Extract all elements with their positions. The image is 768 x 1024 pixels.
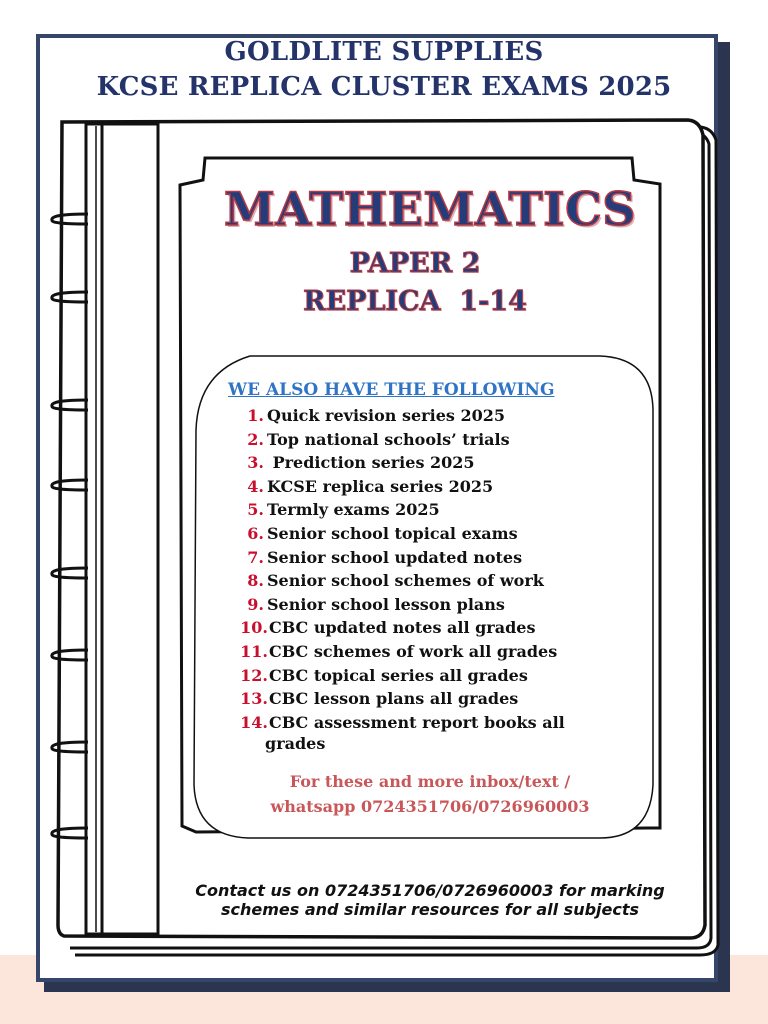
header-company: GOLDLITE SUPPLIES	[224, 37, 544, 67]
list-item: 5. Termly exams 2025	[247, 500, 440, 520]
list-item: 3. Prediction series 2025	[247, 453, 475, 473]
subject-title: MATHEMATICS	[223, 182, 637, 236]
list-item: 9. Senior school lesson plans	[247, 594, 505, 614]
list-item: 13. CBC lesson plans all grades	[240, 689, 519, 709]
list-item: 12. CBC topical series all grades	[240, 665, 528, 685]
list-item: 1. Quick revision series 2025	[247, 406, 505, 425]
offers-heading: WE ALSO HAVE THE FOLLOWING	[228, 380, 555, 400]
list-item: 11. CBC schemes of work all grades	[240, 641, 558, 661]
paper-number: PAPER 2	[349, 248, 481, 279]
list-item: 10. CBC updated notes all grades	[240, 618, 536, 638]
list-item: 7. Senior school updated notes	[247, 547, 523, 567]
contact-note-line1: For these and more inbox/text /	[289, 772, 571, 791]
list-item: 14. CBC assessment report books all	[240, 712, 565, 732]
footer-contact-line2: schemes and similar resources for all subjects	[220, 900, 640, 919]
list-item: 4. KCSE replica series 2025	[247, 476, 494, 496]
offers-list	[228, 404, 565, 734]
replica-range: REPLICA 1-14	[303, 286, 527, 317]
footer-contact-line1: Contact us on 0724351706/0726960003 for marking	[195, 881, 665, 900]
list-item: 6. Senior school topical exams	[247, 523, 518, 543]
list-item: 8. Senior school schemes of work	[247, 571, 544, 591]
contact-note-line2: whatsapp 0724351706/0726960003	[270, 797, 590, 816]
list-item-continuation: grades	[265, 734, 326, 753]
header-exam-title: KCSE REPLICA CLUSTER EXAMS 2025	[96, 72, 672, 102]
list-item: 2. Top national schools’ trials	[247, 429, 510, 449]
